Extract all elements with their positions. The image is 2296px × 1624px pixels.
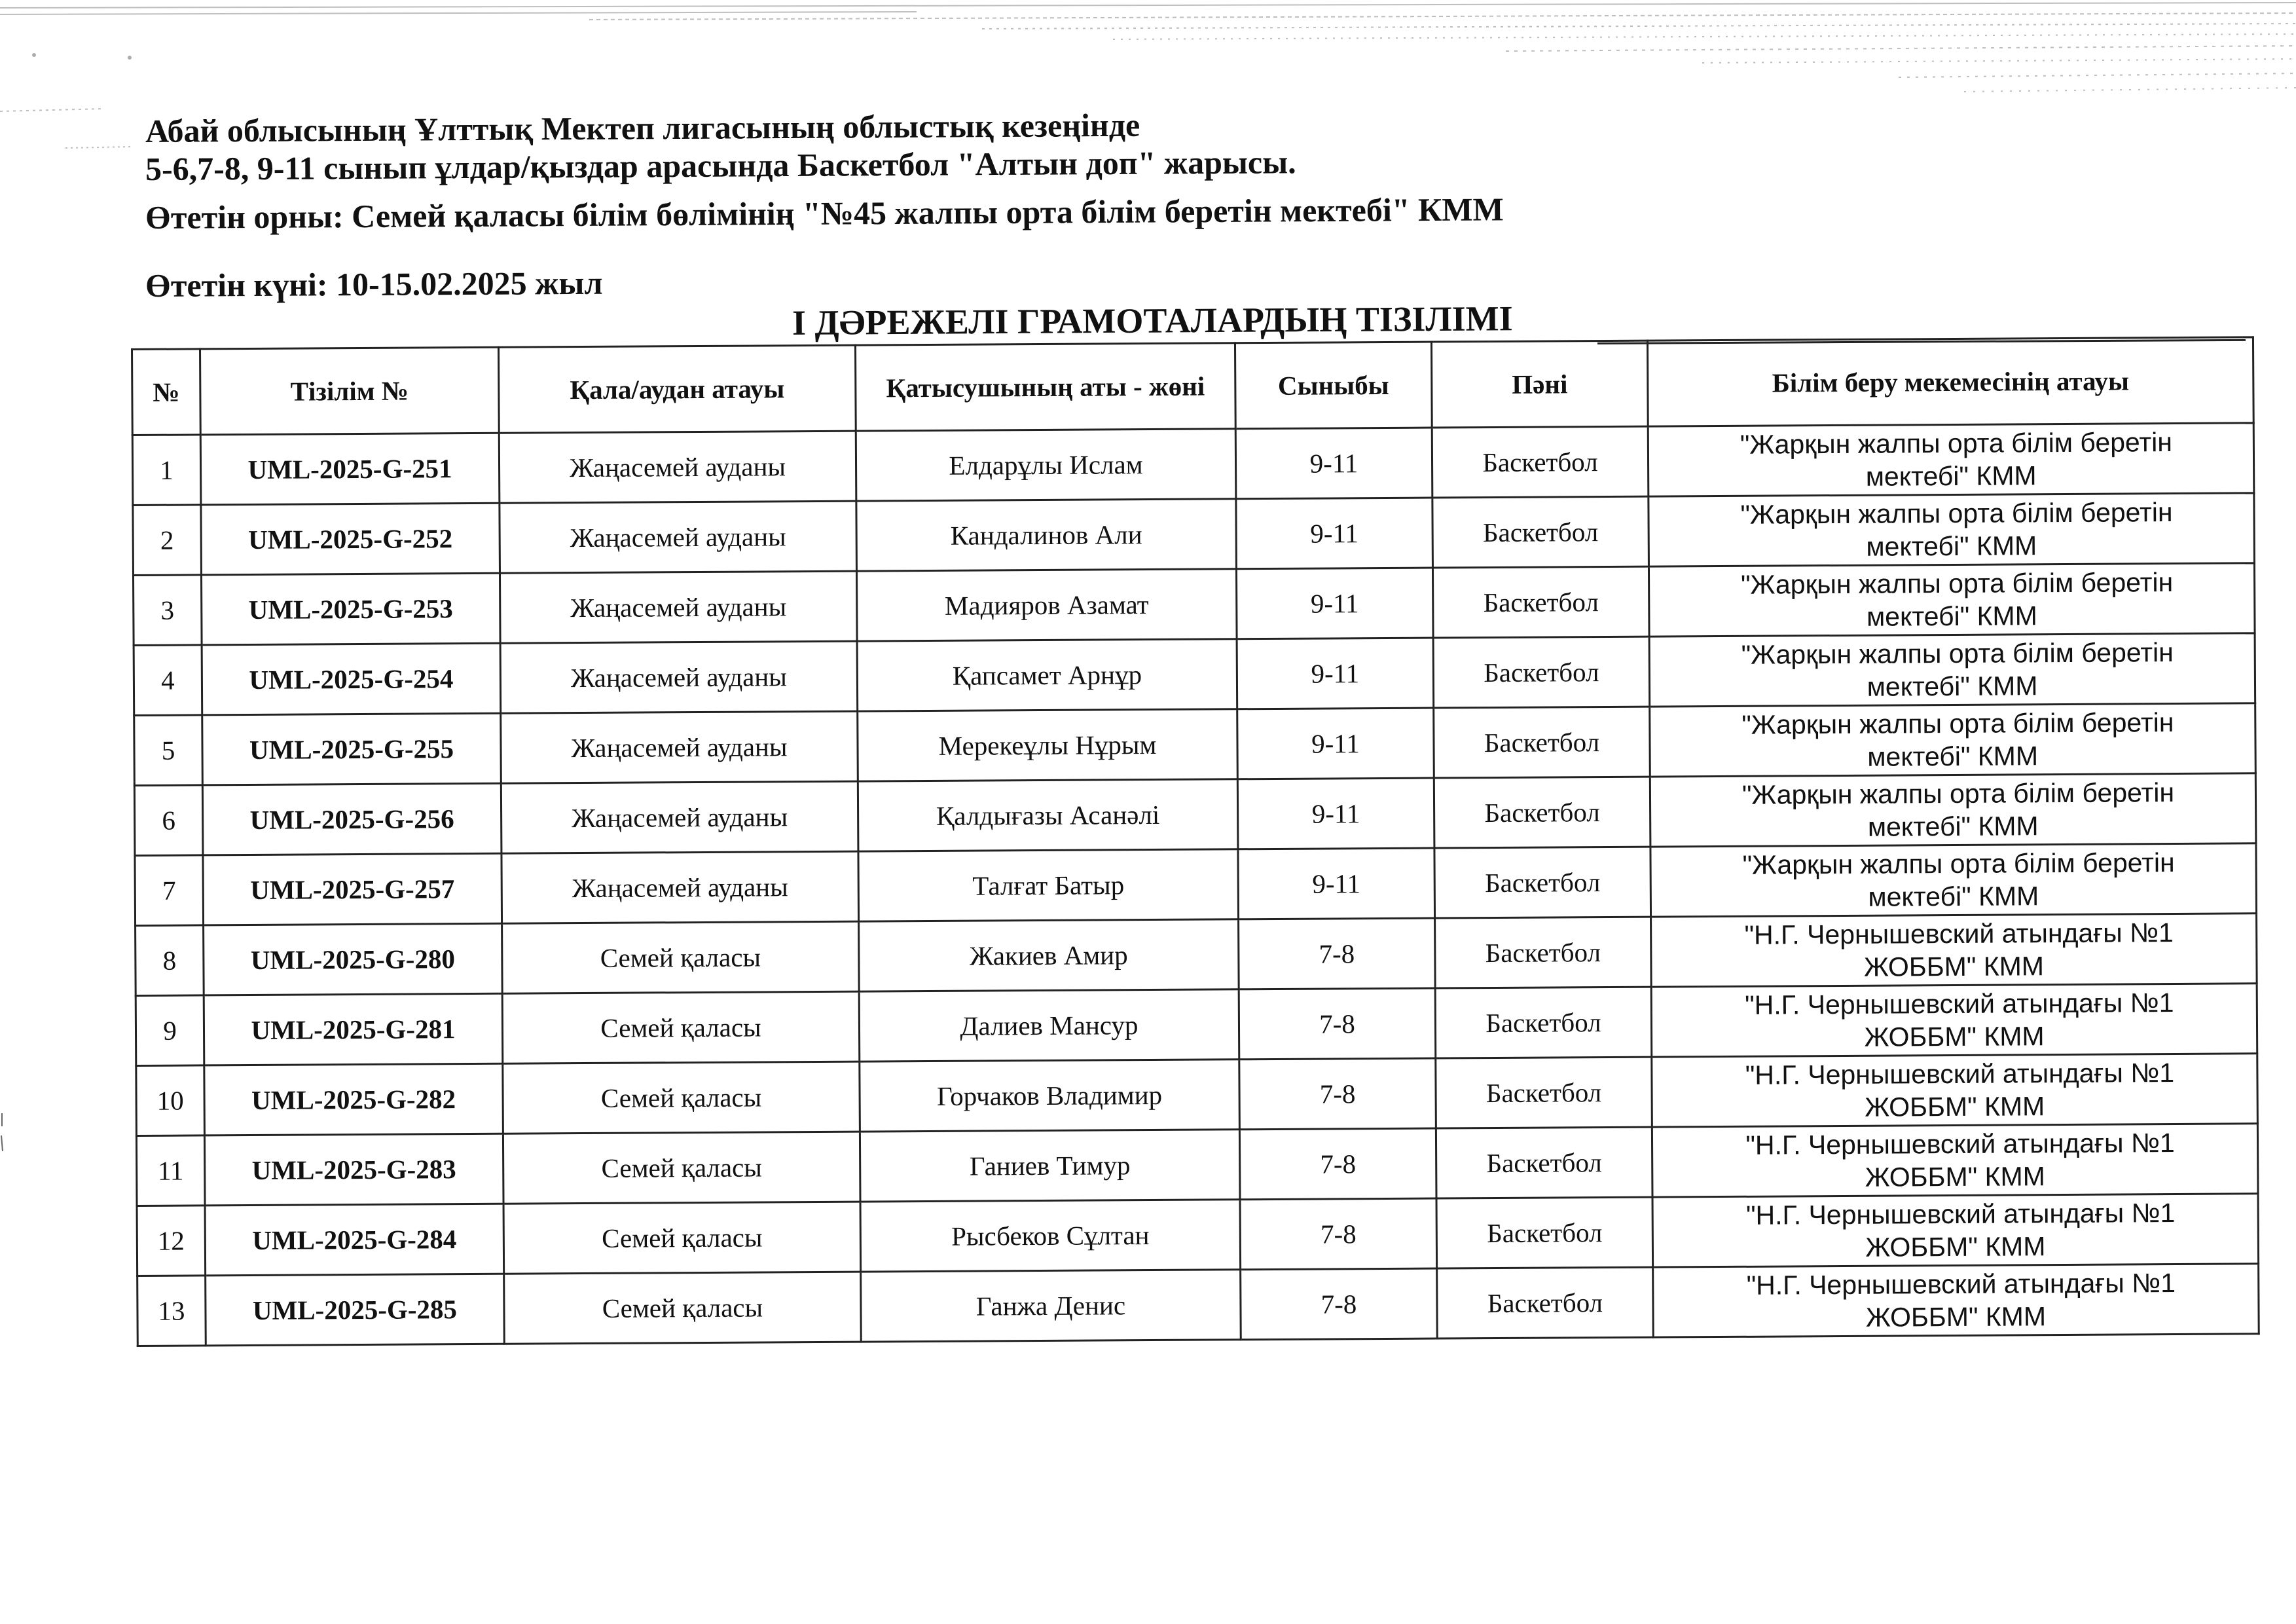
cell-grade: 9-11 xyxy=(1236,568,1433,639)
cell-grade: 9-11 xyxy=(1235,428,1432,499)
institution-line-2: ЖОББМ" КММ xyxy=(1865,1301,2047,1333)
cell-num: 7 xyxy=(135,855,204,926)
table-row xyxy=(134,633,2255,716)
cell-institution xyxy=(1651,984,2257,1057)
header-line-date: Өтетін күні: 10-15.02.2025 жыл xyxy=(145,264,603,304)
institution-line-1: "Жарқын жалпы орта білім беретін xyxy=(1741,637,2174,670)
registry-table-container xyxy=(131,336,2258,1347)
cell-registry: UML-2025-G-251 xyxy=(200,433,500,505)
cell-num: 2 xyxy=(133,505,202,576)
cell-grade: 7-8 xyxy=(1239,1058,1436,1130)
column-header-institution: Білім беру мекемесінің атауы xyxy=(1647,337,2253,426)
cell-city: Семей қаласы xyxy=(503,1202,861,1274)
table-row xyxy=(136,1124,2258,1206)
cell-city: Жаңасемей ауданы xyxy=(501,781,858,853)
cell-city: Жаңасемей ауданы xyxy=(500,571,857,643)
column-header-grade: Сыныбы xyxy=(1235,342,1432,429)
cell-grade: 9-11 xyxy=(1237,638,1434,709)
cell-city: Семей қаласы xyxy=(502,991,860,1063)
institution-line-1: "Жарқын жалпы орта білім беретін xyxy=(1740,567,2174,600)
table-row xyxy=(136,984,2257,1066)
cell-city: Семей қаласы xyxy=(502,921,860,993)
cell-participant: Ганжа Денис xyxy=(861,1270,1241,1342)
cell-participant: Горчаков Владимир xyxy=(860,1060,1240,1132)
cell-participant: Жакиев Амир xyxy=(859,919,1239,991)
cell-grade: 7-8 xyxy=(1239,988,1436,1060)
institution-line-1: "Н.Г. Чернышевский атындағы №1 xyxy=(1745,1058,2175,1090)
cell-subject: Баскетбол xyxy=(1432,566,1649,638)
institution-line-2: ЖОББМ" КММ xyxy=(1865,1091,2045,1122)
cell-registry: UML-2025-G-282 xyxy=(204,1063,503,1135)
table-row xyxy=(137,1194,2259,1276)
table-row xyxy=(137,1264,2259,1346)
cell-registry: UML-2025-G-254 xyxy=(202,643,501,715)
cell-institution xyxy=(1649,563,2255,637)
cell-subject: Баскетбол xyxy=(1435,987,1652,1058)
cell-grade: 9-11 xyxy=(1237,778,1434,849)
header-line-1: Абай облысының Ұлттық Мектеп лигасының облыстық кезеңінде xyxy=(145,106,1140,149)
cell-grade: 9-11 xyxy=(1236,498,1433,569)
cell-grade: 7-8 xyxy=(1239,1128,1436,1200)
cell-institution xyxy=(1653,1264,2259,1337)
institution-line-1: "Жарқын жалпы орта білім беретін xyxy=(1742,847,2175,880)
cell-grade: 7-8 xyxy=(1241,1268,1438,1340)
cell-grade: 9-11 xyxy=(1237,708,1434,779)
institution-line-2: ЖОББМ" КММ xyxy=(1863,951,2045,982)
cell-grade: 7-8 xyxy=(1239,918,1436,989)
institution-line-1: "Н.Г. Чернышевский атындағы №1 xyxy=(1745,1128,2175,1160)
cell-subject: Баскетбол xyxy=(1434,847,1651,918)
cell-city: Семей қаласы xyxy=(503,1132,860,1204)
institution-line-1: "Н.Г. Чернышевский атындағы №1 xyxy=(1746,1268,2176,1301)
cell-subject: Баскетбол xyxy=(1432,426,1649,498)
cell-city: Жаңасемей ауданы xyxy=(500,641,858,713)
scan-edge-mark xyxy=(0,1113,4,1153)
cell-num: 9 xyxy=(136,995,204,1066)
cell-institution xyxy=(1650,773,2256,847)
cell-participant: Қапсамет Арнұр xyxy=(857,639,1237,711)
cell-registry: UML-2025-G-283 xyxy=(204,1134,503,1206)
institution-line-2: мектебі" КММ xyxy=(1867,811,2039,842)
institution-line-1: "Н.Г. Чернышевский атындағы №1 xyxy=(1745,1198,2176,1230)
cell-num: 5 xyxy=(134,715,203,786)
table-row xyxy=(133,563,2255,646)
cell-registry: UML-2025-G-257 xyxy=(203,853,502,925)
cell-num: 4 xyxy=(134,645,202,716)
cell-registry: UML-2025-G-255 xyxy=(202,713,501,785)
cell-institution xyxy=(1650,843,2257,917)
institution-line-1: "Н.Г. Чернышевский атындағы №1 xyxy=(1744,917,2174,950)
cell-grade: 7-8 xyxy=(1240,1198,1437,1270)
cell-registry: UML-2025-G-285 xyxy=(206,1274,505,1346)
cell-institution xyxy=(1650,703,2256,777)
cell-subject: Баскетбол xyxy=(1436,1197,1653,1268)
cell-grade: 9-11 xyxy=(1238,848,1435,919)
header-line-venue: Өтетін орны: Семей қаласы білім бөлімінің "№45 жалпы орта білім беретін мектебі" КММ xyxy=(145,191,1504,236)
cell-subject: Баскетбол xyxy=(1434,777,1650,848)
cell-institution xyxy=(1652,1194,2259,1267)
cell-subject: Баскетбол xyxy=(1434,707,1650,778)
cell-participant: Қалдығазы Асанәлі xyxy=(858,779,1238,851)
table-row xyxy=(132,423,2254,506)
cell-institution xyxy=(1649,493,2255,566)
institution-line-1: "Жарқын жалпы орта білім беретін xyxy=(1740,427,2173,460)
cell-registry: UML-2025-G-284 xyxy=(205,1204,504,1276)
institution-line-2: ЖОББМ" КММ xyxy=(1865,1161,2045,1192)
cell-num: 10 xyxy=(136,1065,205,1136)
institution-line-2: мектебі" КММ xyxy=(1868,881,2039,912)
cell-subject: Баскетбол xyxy=(1436,1127,1652,1198)
table-row xyxy=(134,703,2256,786)
institution-line-2: мектебі" КММ xyxy=(1867,671,2038,702)
cell-registry: UML-2025-G-256 xyxy=(202,783,501,855)
cell-num: 1 xyxy=(132,435,201,506)
cell-city: Семей қаласы xyxy=(503,1061,860,1134)
cell-subject: Баскетбол xyxy=(1437,1267,1654,1338)
cell-registry: UML-2025-G-280 xyxy=(204,923,503,995)
institution-line-2: мектебі" КММ xyxy=(1866,600,2037,632)
institution-line-2: мектебі" КММ xyxy=(1866,530,2037,562)
table-row xyxy=(134,773,2256,856)
cell-subject: Баскетбол xyxy=(1432,496,1649,568)
cell-num: 13 xyxy=(137,1276,206,1346)
cell-institution xyxy=(1649,633,2255,707)
cell-subject: Баскетбол xyxy=(1433,637,1650,708)
cell-institution xyxy=(1648,423,2254,496)
cell-participant: Мадияров Азамат xyxy=(856,569,1237,641)
institution-line-2: ЖОББМ" КММ xyxy=(1865,1231,2046,1263)
cell-registry: UML-2025-G-252 xyxy=(201,503,500,575)
cell-city: Жаңасемей ауданы xyxy=(500,501,857,573)
cell-city: Семей қаласы xyxy=(504,1272,862,1344)
cell-participant: Рысбеков Сұлтан xyxy=(860,1200,1241,1272)
cell-registry: UML-2025-G-281 xyxy=(204,993,503,1065)
column-header-subject: Пәні xyxy=(1431,341,1648,428)
cell-participant: Талғат Батыр xyxy=(858,849,1239,921)
institution-line-2: мектебі" КММ xyxy=(1867,741,2039,772)
cell-num: 6 xyxy=(134,785,203,856)
cell-num: 8 xyxy=(136,925,204,996)
institution-line-1: "Н.Г. Чернышевский атындағы №1 xyxy=(1745,987,2174,1020)
institution-line-2: мектебі" КММ xyxy=(1865,460,2037,492)
cell-registry: UML-2025-G-253 xyxy=(201,573,500,645)
institution-line-1: "Жарқын жалпы орта білім беретін xyxy=(1740,497,2173,530)
cell-num: 12 xyxy=(137,1206,206,1276)
table-row xyxy=(133,493,2255,576)
cell-participant: Мерекеұлы Нұрым xyxy=(858,709,1238,781)
cell-participant: Кандалинов Али xyxy=(856,499,1237,571)
registry-table xyxy=(131,336,2260,1347)
column-header-city: Қала/аудан атауы xyxy=(498,345,856,433)
institution-line-1: "Жарқын жалпы орта білім беретін xyxy=(1741,707,2174,740)
column-header-participant: Қатысушының аты - жөні xyxy=(855,343,1235,431)
header-line-2: 5-6,7-8, 9-11 сынып ұлдар/қыздар арасында Баскетбол "Алтын доп" жарысы. xyxy=(145,143,1296,187)
institution-line-1: "Жарқын жалпы орта білім беретін xyxy=(1741,777,2175,810)
cell-city: Жаңасемей ауданы xyxy=(501,851,859,923)
cell-participant: Елдарұлы Ислам xyxy=(856,429,1236,501)
column-header-registry: Тізілім № xyxy=(200,347,500,435)
cell-num: 3 xyxy=(133,575,202,646)
table-row xyxy=(135,843,2257,926)
table-row xyxy=(136,1054,2258,1136)
cell-num: 11 xyxy=(136,1135,205,1206)
institution-line-2: ЖОББМ" КММ xyxy=(1864,1021,2045,1052)
cell-subject: Баскетбол xyxy=(1436,1057,1652,1128)
table-header-row xyxy=(132,337,2254,435)
cell-participant: Ганиев Тимур xyxy=(860,1130,1240,1202)
document-title: І ДӘРЕЖЕЛІ ГРАМОТАЛАРДЫҢ ТІЗІЛІМІ xyxy=(792,299,1513,342)
cell-city: Жаңасемей ауданы xyxy=(501,711,858,783)
cell-subject: Баскетбол xyxy=(1435,917,1652,988)
cell-participant: Далиев Мансур xyxy=(859,989,1239,1061)
column-header-num: № xyxy=(132,349,201,435)
cell-institution xyxy=(1652,1124,2258,1197)
cell-institution xyxy=(1652,1054,2258,1127)
cell-institution xyxy=(1651,913,2257,987)
table-row xyxy=(136,913,2257,996)
cell-city: Жаңасемей ауданы xyxy=(499,431,856,503)
